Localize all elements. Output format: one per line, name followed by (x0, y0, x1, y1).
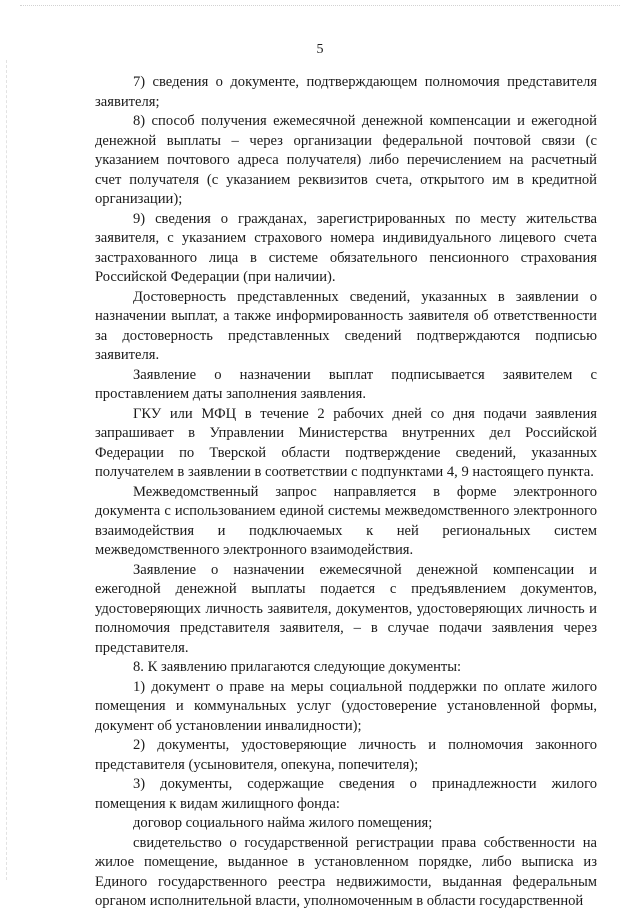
paragraph-item-7: 7) сведения о документе, подтверждающем полномочия представителя заявителя; (95, 74, 597, 110)
paragraph-interagency-request: Межведомственный запрос направляется в форме электронного документа с использованием единой системы межведомственного электронного взаимодействия и подключаемых к ней региональных систем межведомственного электронного взаимодействия. (95, 483, 597, 558)
scan-top-edge (20, 5, 620, 7)
paragraph-reliability: Достоверность представленных сведений, указанных в заявлении о назначении выплат, а также информированность заявителя об ответственности за достоверность представленных сведений подтверждаются подписью заявителя. (95, 288, 597, 363)
paragraph-section-8-heading: 8. К заявлению прилагаются следующие документы: (133, 659, 462, 675)
paragraph-doc-2: 2) документы, удостоверяющие личность и полномочия законного представителя (усыновителя, опекуна, попечителя); (95, 737, 597, 773)
page-number: 5 (316, 42, 324, 57)
document-body (95, 73, 597, 912)
left-margin-scan-line (6, 60, 8, 880)
paragraph-doc-3: 3) документы, содержащие сведения о принадлежности жилого помещения к видам жилищного фонда: (95, 776, 597, 812)
paragraph-item-8: 8) способ получения ежемесячной денежной компенсации и ежегодной денежной выплаты – через организации федеральной почтовой связи (с указанием почтового адреса получателя) либо перечислением на расчетный счет получателя (с указанием реквизитов счета, открытого им в кредитной организации); (95, 113, 597, 207)
paragraph-signature: Заявление о назначении выплат подписывается заявителем с проставлением даты заполнения заявления. (95, 366, 597, 402)
paragraph-doc-1: 1) документ о праве на меры социальной поддержки по оплате жилого помещения и коммунальных услуг (удостоверение установленной формы, документ об установлении инвалидности); (95, 678, 597, 734)
paragraph-ownership-certificate: свидетельство о государственной регистрации права собственности на жилое помещение, выданное в установленном порядке, либо выписка из Единого государственного реестра недвижимости, выданная федеральным органом исполнительной власти, уполномоченным в области государственной (95, 834, 597, 909)
paragraph-application-submission: Заявление о назначении ежемесячной денежной компенсации и ежегодной денежной выплаты подается с предъявлением документов, удостоверяющих личность заявителя, документов, удостоверяющих личность и полномочия представителя заявителя, – в случае подачи заявления через представителя. (95, 561, 597, 656)
paragraph-gku-request: ГКУ или МФЦ в течение 2 рабочих дней со дня подачи заявления запрашивает в Управлении Министерства внутренних дел Российской Федерации по Тверской области подтверждение сведений, указанных получателем в заявлении в соответствии с подпунктами 4, 9 настоящего пункта. (95, 405, 597, 480)
paragraph-item-9: 9) сведения о гражданах, зарегистрированных по месту жительства заявителя, с указанием страхового номера индивидуального лицевого счета застрахованного лица в системе обязательного пенсионного страхования Российской Федерации (при наличии). (95, 210, 597, 285)
paragraph-social-lease: договор социального найма жилого помещения; (133, 815, 433, 831)
